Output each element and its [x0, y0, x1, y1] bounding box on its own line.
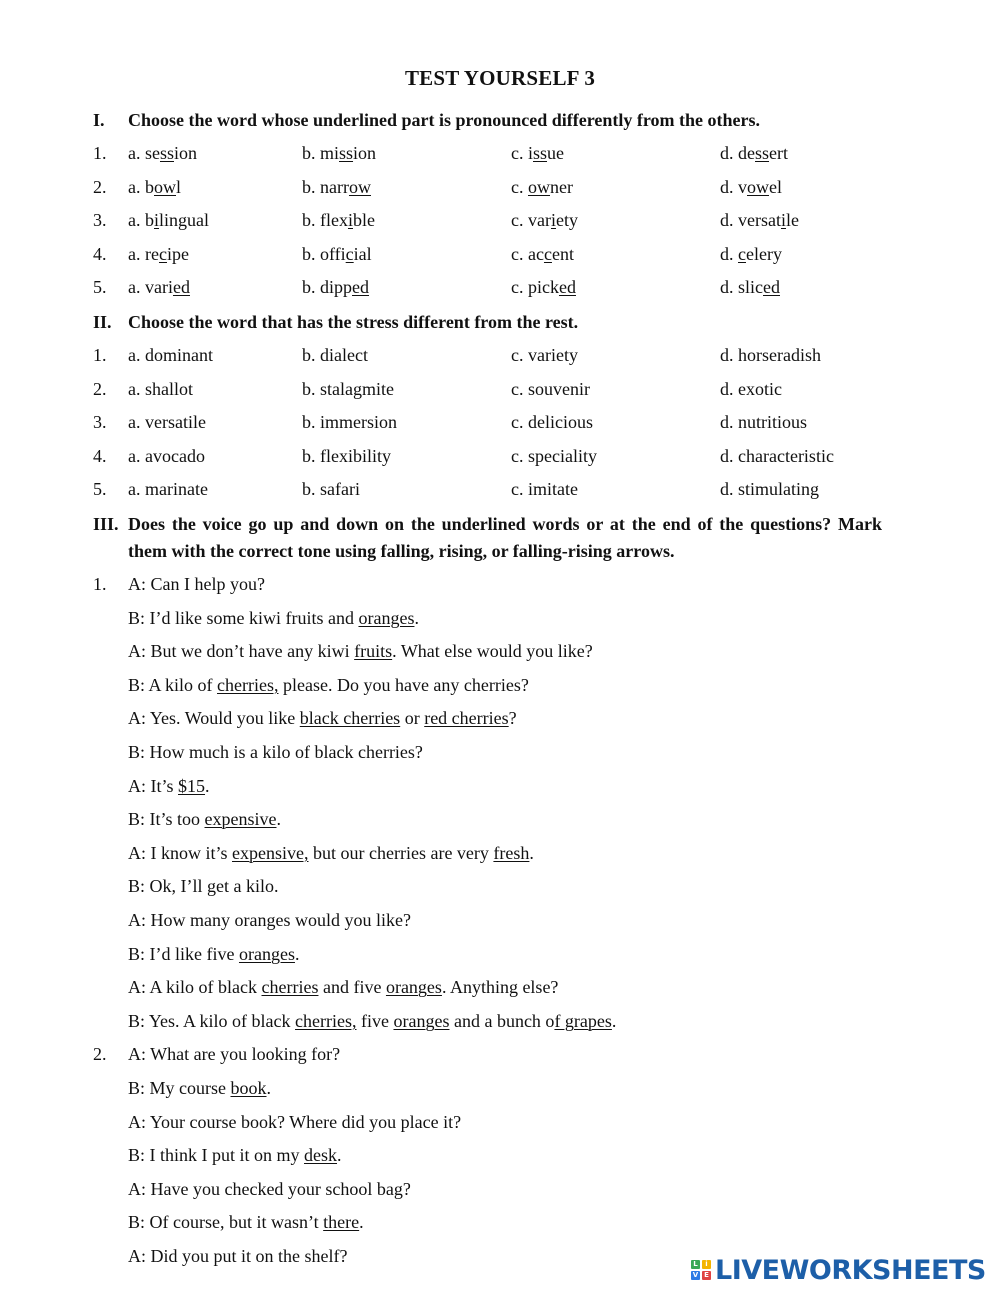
section-number: III.: [93, 514, 119, 534]
logo-text: LIVEWORKSHEETS: [715, 1254, 986, 1286]
dialogue-text: [128, 740, 423, 764]
question-row: [0, 242, 1000, 266]
liveworksheets-logo[interactable]: [691, 1255, 986, 1285]
text-part: ion: [353, 143, 377, 163]
section-instruction: Choose the word that has the stress different from the rest.: [128, 312, 579, 332]
answer-option[interactable]: c. variety: [511, 345, 578, 365]
dialogue-text: [128, 606, 419, 630]
text-part: .: [337, 1145, 342, 1166]
text-part: A: How many oranges would you like?: [128, 910, 411, 930]
text-part: d. versat: [720, 210, 781, 231]
dialogue-text: [128, 1009, 616, 1033]
underlined-part: expensive,: [232, 842, 309, 863]
logo-letter: E: [702, 1271, 711, 1280]
text-part: A: Can I help you?: [128, 574, 265, 594]
text-part: a. se: [128, 143, 160, 163]
underlined-part: oranges: [358, 607, 415, 628]
logo-icon: [691, 1260, 711, 1280]
text-part: B: Yes. A kilo of black: [128, 1010, 296, 1031]
text-part: or: [400, 708, 425, 729]
text-part: A: Your course book? Where did you place it?: [128, 1111, 462, 1132]
answer-option[interactable]: [128, 275, 190, 299]
text-part: A: Did you put it on the shelf?: [128, 1246, 348, 1266]
text-part: ion: [174, 143, 198, 163]
underlined-part: cherries,: [217, 674, 279, 695]
answer-option[interactable]: b. immersion: [302, 412, 397, 433]
dialogue-line: [0, 606, 1000, 630]
underlined-part: ow: [348, 176, 371, 197]
answer-option[interactable]: [511, 175, 573, 199]
text-part: ent: [551, 243, 574, 264]
dialogue-text: [128, 908, 411, 932]
text-part: c. var: [511, 210, 551, 231]
answer-option[interactable]: d. horseradish: [720, 345, 821, 365]
text-part: lingual: [159, 210, 210, 231]
dialogue-line: [0, 908, 1000, 932]
text-part: .: [276, 809, 281, 830]
question-row: [0, 275, 1000, 299]
underlined-part: cherries,: [295, 1010, 357, 1031]
text-part: b. narr: [302, 176, 349, 197]
logo-letter: V: [692, 1271, 699, 1279]
answer-option[interactable]: [720, 141, 788, 165]
text-part: c.: [511, 176, 528, 197]
question-number: 1.: [93, 143, 107, 163]
answer-option[interactable]: b. flexibility: [302, 445, 391, 466]
text-part: d.: [720, 243, 738, 264]
text-part: le: [786, 210, 799, 231]
underlined-part: ed: [558, 277, 576, 298]
answer-option[interactable]: [720, 208, 799, 232]
question-number: 5.: [93, 277, 107, 298]
underlined-part: expensive: [204, 809, 277, 830]
dialogue-text: [128, 841, 534, 865]
underlined-part: ed: [352, 277, 370, 298]
question-row: [0, 343, 1000, 367]
section-heading: [0, 511, 1000, 565]
underlined-part: ss: [755, 143, 770, 163]
underlined-part: black cherries: [299, 708, 401, 729]
answer-option[interactable]: c. imitate: [511, 479, 578, 500]
text-part: B: I think I put it on my: [128, 1145, 305, 1166]
question-row: [0, 141, 1000, 165]
dialogue-text: [128, 639, 593, 663]
underlined-part: i: [154, 210, 160, 231]
underlined-part: c: [543, 243, 552, 264]
dialogue-number: 2.: [93, 1044, 107, 1065]
text-part: B: It’s too: [128, 809, 205, 830]
text-part: d. v: [720, 176, 747, 197]
dialogue-line: [0, 807, 1000, 831]
text-part: d. slic: [720, 277, 763, 298]
underlined-part: ss: [339, 143, 354, 163]
question-number: 4.: [93, 243, 107, 264]
dialogue-line: [0, 1042, 1000, 1066]
logo-letter: L: [691, 1260, 700, 1269]
question-row: [0, 175, 1000, 199]
text-part: a. b: [128, 176, 154, 197]
dialogue-text: [128, 1143, 342, 1167]
text-part: .: [529, 842, 534, 863]
text-part: A: It’s: [128, 775, 179, 796]
text-part: .: [294, 943, 300, 964]
answer-option[interactable]: [511, 208, 578, 232]
underlined-part: fresh: [493, 842, 530, 863]
answer-option[interactable]: [302, 141, 376, 165]
question-number: 4.: [93, 445, 107, 466]
dialogue-text: [128, 774, 210, 798]
answer-option[interactable]: [720, 175, 782, 199]
answer-option[interactable]: [302, 208, 375, 232]
answer-option[interactable]: a. shallot: [128, 378, 193, 399]
page-title: TEST YOURSELF 3: [404, 66, 596, 90]
answer-option[interactable]: a. dominant: [128, 345, 213, 365]
dialogue-text: [128, 1076, 271, 1100]
section-number: II.: [93, 312, 112, 332]
underlined-part: $15: [178, 775, 206, 796]
text-part: B: Of course, but it wasn’t: [128, 1212, 324, 1233]
underlined-part: c: [345, 243, 354, 264]
dialogue-text: [128, 1042, 340, 1066]
dialogue-text: [128, 1177, 411, 1201]
underlined-part: ow: [528, 176, 550, 197]
text-part: five: [356, 1010, 394, 1031]
underlined-part: i: [780, 210, 786, 231]
text-part: A: What are you looking for?: [128, 1044, 341, 1065]
dialogue-line: [0, 1009, 1000, 1033]
text-part: please. Do you have any cherries?: [278, 674, 529, 695]
dialogue-line: [0, 942, 1000, 966]
text-part: el: [769, 176, 782, 197]
dialogue-line: [0, 774, 1000, 798]
underlined-part: c: [158, 243, 167, 264]
answer-option[interactable]: b. dialect: [302, 345, 368, 365]
question-row: [0, 444, 1000, 468]
text-part: B: I’d like some kiwi fruits and: [128, 607, 359, 628]
dialogue-text: [128, 807, 281, 831]
underlined-part: ow: [747, 176, 769, 197]
text-part: B: How much is a kilo of black cherries?: [128, 742, 423, 762]
text-part: and five: [318, 977, 386, 998]
answer-option[interactable]: [511, 242, 574, 266]
underlined-part: desk: [304, 1145, 338, 1166]
underlined-part: book: [230, 1078, 267, 1098]
text-part: .: [611, 1010, 617, 1031]
answer-option[interactable]: [128, 208, 209, 232]
dialogue-text: [128, 572, 265, 596]
text-part: A: I know it’s: [128, 842, 233, 863]
dialogue-line: [0, 874, 1000, 898]
text-part: ?: [508, 708, 517, 729]
text-part: A: Have you checked your school bag?: [128, 1178, 411, 1199]
dialogue-text: [128, 1210, 364, 1234]
section-instruction: Does the voice go up and down on the underlined words or at the end of the questions? Mark them with the correct tone using falling, rising, or falling-rising arrows.: [128, 514, 882, 561]
underlined-part: oranges: [385, 977, 442, 998]
text-part: .: [205, 775, 210, 796]
question-row: [0, 477, 1000, 501]
dialogue-line: [0, 1110, 1000, 1134]
dialogue-line: [0, 740, 1000, 764]
dialogue-line: [0, 975, 1000, 999]
dialogue-text: [128, 706, 517, 730]
underlined-part: i: [550, 210, 556, 231]
answer-option[interactable]: d. stimulating: [720, 479, 819, 500]
text-part: ner: [550, 176, 573, 197]
dialogue-line: [0, 1210, 1000, 1234]
dialogue-text: [128, 1110, 461, 1134]
question-number: 2.: [93, 176, 107, 197]
text-part: but our cherries are very: [308, 842, 494, 863]
question-row: [0, 377, 1000, 401]
dialogue-text: [128, 942, 299, 966]
answer-option[interactable]: c. souvenir: [511, 378, 590, 399]
text-part: ert: [769, 143, 788, 163]
text-part: .: [414, 607, 419, 628]
text-part: A: A kilo of black: [128, 977, 262, 998]
question-number: 3.: [93, 412, 107, 433]
section-heading: [0, 108, 1000, 132]
dialogue-line: [0, 1177, 1000, 1201]
dialogue-text: [128, 975, 558, 999]
dialogue-line: [0, 673, 1000, 697]
answer-option[interactable]: [302, 242, 372, 266]
text-part: c. pick: [511, 277, 559, 298]
underlined-part: cherries: [261, 977, 319, 998]
text-part: b. dipp: [302, 277, 353, 298]
underlined-part: ed: [172, 277, 190, 298]
answer-option[interactable]: c. speciality: [511, 445, 597, 466]
text-part: a. vari: [128, 277, 173, 298]
answer-option[interactable]: [511, 141, 564, 165]
dialogue-line: [0, 1143, 1000, 1167]
text-part: .: [359, 1212, 364, 1233]
text-part: d. de: [720, 143, 755, 163]
dialogue-line: [0, 572, 1000, 596]
underlined-part: i: [347, 210, 353, 231]
underlined-part: ed: [763, 277, 780, 298]
answer-option[interactable]: d. exotic: [720, 378, 782, 399]
text-part: ial: [353, 243, 372, 264]
text-part: B: A kilo of: [128, 674, 218, 695]
answer-option[interactable]: a. avocado: [128, 445, 205, 466]
answer-option[interactable]: [720, 275, 780, 299]
text-part: b. flex: [302, 210, 348, 231]
text-part: l: [176, 176, 182, 197]
answer-option[interactable]: b. stalagmite: [302, 378, 394, 399]
underlined-part: f grapes: [554, 1010, 612, 1031]
text-part: b. offi: [302, 243, 346, 264]
text-part: B: Ok, I’ll get a kilo.: [128, 876, 279, 897]
logo-letter: i: [702, 1260, 711, 1269]
question-row: [0, 208, 1000, 232]
dialogue-text: [128, 673, 529, 697]
underlined-part: ow: [154, 176, 176, 197]
section-instruction: Choose the word whose underlined part is pronounced differently from the others.: [128, 110, 761, 130]
underlined-part: c: [738, 243, 746, 264]
dialogue-text: [128, 874, 278, 898]
answer-option[interactable]: [128, 242, 189, 266]
dialogue-line: [0, 639, 1000, 663]
text-part: ipe: [166, 243, 189, 264]
text-part: . What else would you like?: [392, 641, 593, 662]
text-part: b. mi: [302, 143, 340, 163]
underlined-part: oranges: [238, 943, 295, 964]
answer-option[interactable]: c. delicious: [511, 412, 593, 433]
section-number: I.: [93, 110, 105, 130]
text-part: . Anything else?: [441, 977, 559, 998]
text-part: .: [266, 1078, 271, 1098]
text-part: ue: [547, 143, 565, 163]
text-part: B: I’d like five: [128, 943, 239, 964]
text-part: a. b: [128, 210, 154, 231]
question-number: 3.: [93, 210, 107, 231]
question-number: 1.: [93, 345, 107, 365]
text-part: and a bunch o: [449, 1010, 555, 1031]
answer-option[interactable]: a. versatile: [128, 412, 206, 433]
text-part: A: Yes. Would you like: [128, 708, 300, 729]
question-number: 2.: [93, 378, 107, 399]
text-part: elery: [746, 243, 782, 264]
underlined-part: red cherries: [424, 708, 509, 729]
answer-option[interactable]: [511, 275, 576, 299]
text-part: ble: [353, 210, 375, 231]
underlined-part: oranges: [393, 1010, 450, 1031]
answer-option[interactable]: d. nutritious: [720, 412, 808, 433]
text-part: ety: [556, 210, 578, 231]
answer-option[interactable]: [720, 242, 782, 266]
text-part: B: My course: [128, 1078, 231, 1098]
answer-option[interactable]: [128, 141, 197, 165]
answer-option[interactable]: a. marinate: [128, 479, 208, 500]
dialogue-number: 1.: [93, 574, 107, 594]
answer-option[interactable]: [128, 175, 181, 199]
underlined-part: there: [323, 1212, 360, 1233]
text-part: c. ac: [511, 243, 544, 264]
text-part: c. i: [511, 143, 533, 163]
answer-option[interactable]: [302, 175, 371, 199]
text-part: A: But we don’t have any kiwi: [128, 641, 355, 662]
underlined-part: ss: [533, 143, 548, 163]
underlined-part: ss: [159, 143, 174, 163]
question-row: [0, 410, 1000, 434]
dialogue-line: [0, 841, 1000, 865]
section-heading: [0, 310, 1000, 334]
answer-option[interactable]: d. characteristic: [720, 445, 834, 466]
dialogue-line: [0, 1076, 1000, 1100]
question-number: 5.: [93, 479, 107, 500]
dialogue-text: [128, 1244, 347, 1268]
underlined-part: fruits: [354, 641, 393, 662]
answer-option[interactable]: [302, 275, 369, 299]
dialogue-line: [0, 706, 1000, 730]
answer-option[interactable]: b. safari: [302, 479, 360, 500]
text-part: a. re: [128, 243, 159, 264]
